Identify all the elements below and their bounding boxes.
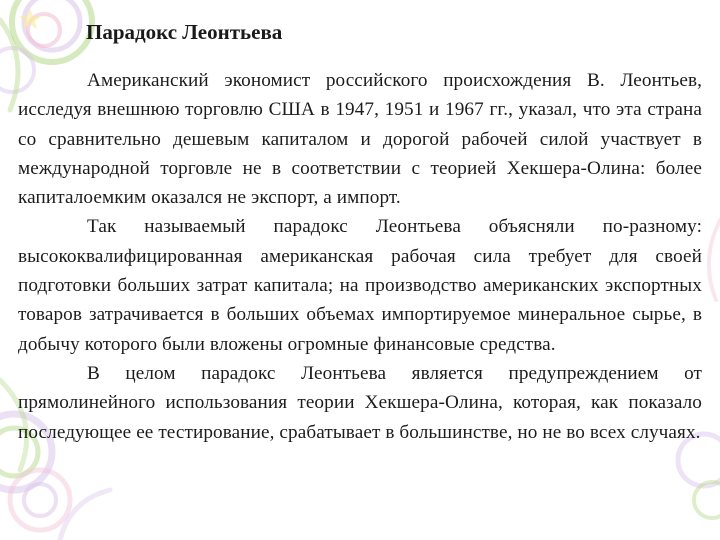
paragraph-3: В целом парадокс Леонтьева является предупреждением от прямолинейного использования теории Хекшера-Олина, которая, как показало последующее ее тестирование, срабатывает в большинстве, но не во всех случаях. [18, 362, 702, 443]
paragraph-2: Так называемый парадокс Леонтьева объясняли по-разному: высококвалифицированная американская рабочая сила требует для своей подготовки больших затрат капитала; на производство американских экспортных товаров затрачивается в больших объемах импортируемое минеральное сырье, в добычу которого были вложены огромные финансовые средства. [18, 216, 702, 355]
slide-title: Парадокс Леонтьева [86, 20, 283, 44]
slide-body [18, 66, 702, 447]
paragraph-1: Американский экономист российского происхождения В. Леонтьев, исследуя внешнюю торговлю США в 1947, 1951 и 1967 гг., указал, что эта страна со сравнительно дешевым капиталом и дорогой рабочей силой участвует в международной торговле не в соответствии с теорией Хекшера-Олина: более капиталоемким оказался не экспорт, а импорт. [18, 70, 702, 209]
